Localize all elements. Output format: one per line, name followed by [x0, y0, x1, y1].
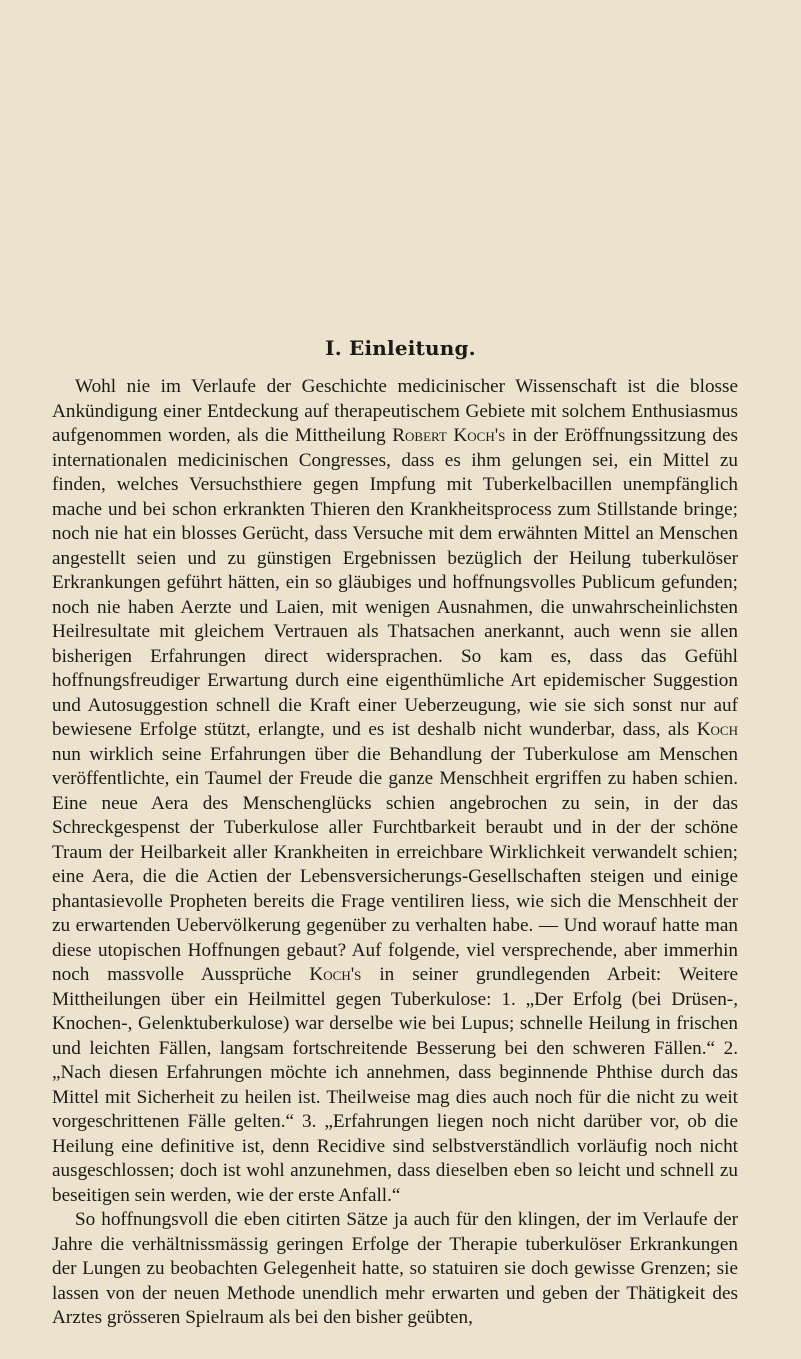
text-run: in der Eröffnungssitzung des internationalen medicinischen Congresses, dass es ihm gelungen sei, ein Mittel zu finden, welches Versuchsthiere gegen Impfung mit Tuberkelbacillen unempfänglich mache und bei schon erkrankten Thieren den Krankheitsprocess zum Stillstande bringe; noch nie hat ein blosses Gerücht, dass Versuche mit dem erwähnten Mittel an Menschen angestellt seien und zu günstigen Ergebnissen bezüglich der Heilung tuberkulöser Erkrankungen geführt hätten, ein so gläubiges und hoffnungsvolles Publicum gefunden; noch nie haben Aerzte und Laien, mit wenigen Ausnahmen, die unwahrscheinlichsten Heilresultate mit gleichem Vertrauen als Thatsachen anerkannt, auch wenn sie allen bisherigen Erfahrungen direct widersprachen. So kam es, dass das Gefühl hoffnungsfreudiger Erwartung durch eine eigenthümliche Art epidemischer Suggestion und Autosuggestion schnell die Kraft einer Ueberzeugung, wie sie sich sonst nur auf bewiesene Erfolge stützt, erlangte, und es ist deshalb nicht wunderbar, dass, als — [52, 425, 738, 740]
text-run: So hoffnungsvoll die eben citirten Sätze ja auch für den klingen, der im Verlaufe der Jahre die verhältnissmässig geringen Erfolge der Therapie tuberkulöser Erkrankungen der Lungen zu beobachten Gelegenheit hatte, so statuiren sie doch gewisse Grenzen; sie lassen von der neuen Methode unendlich mehr erwarten und geben der Thätigkeit des Arztes grösseren Spielraum als bei den bisher geübten, — [52, 1209, 738, 1328]
text-run: in seiner grundlegenden Arbeit: Weitere Mittheilungen über ein Heilmittel gegen Tuberkulose: 1. „Der Erfolg (bei Drüsen-, Knochen-, Gelenktuberkulose) war derselbe wie bei Lupus; schnelle Heilung in frischen und leichten Fällen, langsam fortschreitende Besserung bei den schweren Fällen.“ 2. „Nach diesen Erfahrungen möchte ich annehmen, dass beginnende Phthise durch das Mittel mit Sicherheit zu heilen ist. Theilweise mag dies auch noch für die nicht zu weit vorgeschrittenen Fälle gelten.“ 3. „Erfahrungen liegen noch nicht darüber vor, ob die Heilung eine definitive ist, denn Recidive sind selbstverständlich vorläufig noch nicht ausgeschlossen; doch ist wohl anzunehmen, dass dieselben eben so leicht und schnell zu beseitigen sein werden, wie der erste Anfall.“ — [52, 964, 738, 1206]
text-run: nun wirklich seine Erfahrungen über die Behandlung der Tuberkulose am Menschen veröffentlichte, ein Taumel der Freude die ganze Menschheit ergriffen zu haben schien. Eine neue Aera des Menschenglücks schien angebrochen zu sein, in der das Schreckgespenst der Tuberkulose aller Furchtbarkeit beraubt und in der der schöne Traum der Heilbarkeit aller Krankheiten in erreichbare Wirklichkeit verwandelt schien; eine Aera, die die Actien der Lebensversicherungs-Gesellschaften steigen und einige phantasievolle Propheten bereits die Frage ventiliren liess, wie sich die Menschheit der zu erwartenden Uebervölkerung gegenüber zu verhalten habe. — Und worauf hatte man diese utopischen Hoffnungen gebaut? Auf folgende, viel versprechende, aber immerhin noch massvolle Aussprüche — [52, 743, 738, 985]
paragraph-1 — [52, 375, 738, 1208]
author-name: Koch's — [309, 964, 362, 985]
body-text — [52, 375, 738, 1331]
chapter-heading: I. Einleitung. — [325, 336, 476, 360]
author-name: Robert Koch's — [392, 425, 506, 446]
paragraph-2 — [52, 1208, 738, 1331]
author-name: Koch — [696, 719, 738, 740]
text-run: Wohl nie im Verlaufe der Geschichte medicinischer Wissenschaft ist die blosse Ankündigung einer Entdeckung auf therapeutischem Gebiete mit solchem Enthusiasmus aufgenommen worden, als die Mittheilung — [52, 376, 738, 446]
